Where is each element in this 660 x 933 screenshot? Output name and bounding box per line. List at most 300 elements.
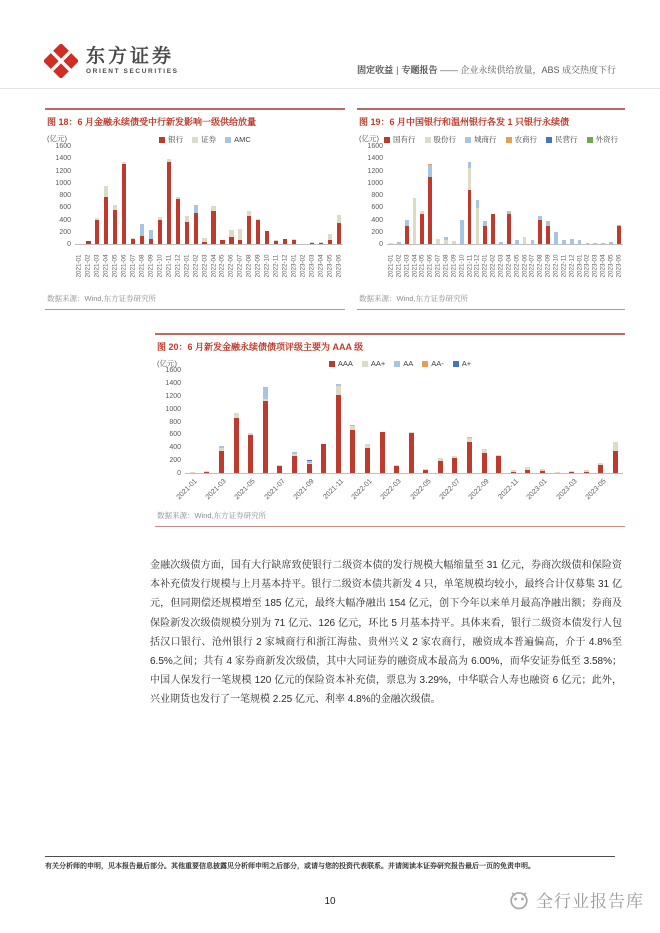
bar-segment [613,442,618,450]
bar-column [466,162,474,244]
x-tick-label: 2021-11 [321,478,345,501]
legend-item: 股份行 [425,134,457,145]
legend-swatch-icon [192,137,198,143]
brand-logo [44,44,179,78]
bar-segment [523,237,527,244]
y-tick-label: 1600 [165,367,181,374]
bar-segment [569,472,574,473]
header-separator: | [396,65,399,75]
bar-segment [167,162,171,244]
bar-segment [511,472,516,473]
x-tick-label: 2021-08 [442,254,450,278]
x-tick-label: 2023-02 [583,254,591,278]
bar-segment [194,213,198,244]
x-tick-label: 2023-05 [326,254,334,278]
legend-item: 城商行 [465,134,497,145]
y-tick-label: 1600 [55,143,71,150]
x-tick-label: 2021-09 [147,254,155,278]
y-tick-label: 800 [59,192,71,199]
bar-segment [413,198,417,244]
bar-segment [292,456,297,473]
bar-column [281,239,290,244]
bar-segment [593,243,597,244]
bar-column [433,458,448,473]
bar-column [426,164,434,244]
legend-item: 证券 [192,134,216,145]
report-category: 固定收益 [357,65,394,75]
bar-column [418,211,426,244]
bar-column [615,225,623,244]
y-axis [47,143,75,248]
bar-segment [578,240,582,244]
bar-segment [444,240,448,244]
bar-segment [423,470,428,473]
legend-swatch-icon [465,137,471,143]
x-tick-cell [147,245,156,287]
bar-column [173,197,182,244]
x-tick-label: 2021-05 [111,254,119,278]
x-tick-cell [84,245,93,287]
bar-segment [149,230,153,239]
x-tick-label: 2021-03 [403,254,411,278]
x-tick-cell [263,245,272,287]
x-tick-cell [307,245,316,287]
bar-column [521,467,536,473]
bar-column [560,240,568,244]
x-tick-cell [227,245,236,287]
x-tick-cell [576,245,584,287]
x-axis-labels [387,245,623,287]
bar-column [243,433,258,473]
bar-column [325,234,334,244]
bar-segment [140,224,144,236]
page-number: 10 [324,896,336,907]
legend-item: AA+ [362,359,385,368]
bar-segment [263,387,268,399]
bar-column [360,444,375,473]
x-tick-label: 2022-06 [521,254,529,278]
x-tick-label: 2023-04 [317,254,325,278]
x-tick-label: 2021-10 [156,254,164,278]
x-tick-cell [182,245,191,287]
x-tick-cell [466,245,474,287]
x-tick-label: 2023-06 [615,254,623,278]
bar-column [273,465,288,473]
figure-18-source: 数据来源：Wind,东方证券研究所 [45,287,345,310]
x-tick-cell [164,245,173,287]
legend-swatch-icon [159,137,165,143]
bar-column [462,437,477,473]
bar-column [185,472,200,473]
y-tick-label: 200 [59,228,71,236]
figure-20 [155,333,625,527]
x-tick-cell [411,245,419,287]
y-tick-label: 1400 [367,155,383,163]
x-tick-label: 2022-05 [218,254,226,278]
y-tick-label: 0 [379,241,383,248]
bar-column [138,224,147,244]
x-tick-cell [200,245,209,287]
bar-column [272,240,281,244]
bar-column [375,432,390,473]
x-axis-labels [175,474,623,504]
bar-segment [95,220,99,244]
bar-column [290,239,299,244]
bar-column [404,432,419,473]
y-tick-label: 400 [169,444,181,452]
footer-divider [45,856,615,857]
x-tick-cell [536,245,544,287]
x-tick-cell [93,245,102,287]
bar-column [111,205,120,244]
x-tick-cell [233,474,258,504]
figure-19-title: 图 19：6 月中国银行和温州银行各发 1 只银行永续债 [359,117,570,127]
legend-swatch-icon [384,137,390,143]
bar-column [307,242,316,244]
bar-segment [570,239,574,245]
legend-swatch-icon [453,361,459,367]
bar-segment [140,236,144,244]
bar-segment [256,220,260,244]
y-tick-label: 1400 [165,379,181,387]
bar-column [568,239,576,245]
bar-segment [220,240,224,244]
body-paragraph: 金融次级债方面，国有大行缺席致使银行二级资本债的发行规模大幅缩量至 31 亿元，券商次级债和保险资本补充债发行规模与上月基本持平。银行二级资本债共新发 4 只，单笔规模均较小，最终合计仅募集 31 亿元，但同期偿还规模增至 185 亿元，最终大幅净融出 154 亿元，创下今年以来单月最高净融出额；券商及保险新发次级债规模分别为 71 亿元、126 亿元，环比 5 月基本持平。具体来看，银行二级资本债发行人包括汉口银行、沧州银行 2 家城商行和浙江海盐、贵州兴义 2 家农商行，融资成本普遍偏高，介于 4.8%至 6.5%之间；共有 4 家券商新发次级债，其中大同证券的融资成本最高为 6.00%，而华安证券低至 3.58%；中国人保发行一笔规模 120 亿元的保险资本补充债，票息为 3.29%，中华联合人寿也融资 6 亿元；此外，兴业期货也发行了一笔规模 2.25 亿元、利率 4.8%的金融次级债。 [150,560,622,706]
bar-segment [277,466,282,473]
plot-area [185,371,623,474]
x-tick-label: 2022-03 [201,254,209,278]
figure-20-source: 数据来源：Wind,东方证券研究所 [155,504,625,527]
bar-segment [468,168,472,190]
x-tick-cell [245,245,254,287]
footer-disclaimer: 有关分析师的申明，见本报告最后部分。其他重要信息披露见分析师申明之后部分，或请与您的投资代表联系。并请阅读本证券研究报告最后一页的免责申明。 [45,863,535,870]
bar-column [521,237,529,244]
legend-swatch-icon [394,361,400,367]
bar-segment [540,471,545,473]
legend-item: AA [394,359,413,368]
y-tick-label: 1000 [165,405,181,413]
bar-segment [86,241,90,244]
x-tick-label: 2022-03 [497,254,505,278]
figure-18 [45,108,345,310]
y-tick-label: 400 [371,216,383,224]
bar-column [442,237,450,244]
x-tick-cell [544,245,552,287]
bar-segment [319,243,323,244]
x-tick-label: 2022-09 [467,478,491,502]
x-tick-cell [263,474,288,504]
bar-segment [515,240,519,244]
x-tick-label: 2022-08 [536,254,544,278]
plot-column [75,147,343,287]
x-tick-cell [209,245,218,287]
x-tick-cell [75,245,84,287]
x-tick-label: 2022-05 [513,254,521,278]
x-tick-cell [513,245,521,287]
bar-column [458,220,466,244]
x-tick-label: 2021-05 [418,254,426,278]
bar-segment [428,165,432,177]
bar-column [411,198,419,244]
x-tick-cell [555,474,579,504]
bar-column [191,205,200,244]
bar-segment [337,215,341,223]
chart-header [357,132,625,147]
x-tick-label: 2022-06 [227,254,235,278]
bar-column [576,240,584,244]
bar-segment [292,240,296,244]
legend-swatch-icon [329,361,335,367]
figure-19-chart [357,132,625,287]
bar-column [591,243,599,244]
x-tick-label: 2022-07 [236,254,244,278]
figure-20-title: 图 20：6 月新发金融永续债债项评级主要为 AAA 级 [157,342,364,352]
x-tick-cell [290,245,299,287]
bar-segment [525,470,530,473]
x-tick-label: 2022-12 [281,254,289,278]
figure-20-chart [155,357,625,504]
y-axis-unit: (亿元) [47,134,67,143]
x-tick-label: 2022-07 [438,478,462,502]
bar-segment [482,453,487,473]
x-tick-cell [298,245,307,287]
bar-column [316,242,325,244]
bar-segment [483,226,487,244]
bar-column [395,242,403,244]
legend-item: 外资行 [587,134,619,145]
bar-column [450,241,458,244]
bar-column [491,455,506,473]
bar-column [209,206,218,244]
bar-segment [158,220,162,244]
bar-segment [452,458,457,473]
x-tick-cell [173,245,182,287]
bar-segment [554,232,558,244]
x-tick-cell [521,245,529,287]
y-tick-label: 1000 [55,179,71,187]
bar-column [489,214,497,244]
y-axis-unit: (亿元) [359,134,379,143]
x-tick-cell [434,245,442,287]
bar-column [552,232,560,244]
brand-text [86,47,179,76]
y-tick-label: 600 [169,431,181,439]
bar-segment [467,442,472,473]
bar-segment [436,239,440,244]
bar-column [155,217,164,244]
x-tick-label: 2022-02 [489,254,497,278]
y-tick-label: 800 [169,418,181,426]
x-tick-label: 2023-05 [607,254,615,278]
bar-segment [336,395,341,473]
bar-column [200,471,215,473]
bar-segment [409,433,414,473]
x-tick-label: 2022-01 [183,254,191,278]
x-tick-cell [615,245,623,287]
y-tick-label: 600 [371,204,383,212]
x-tick-cell [473,245,481,287]
x-tick-cell [426,245,434,287]
legend-item: AA- [422,359,444,368]
x-tick-label: 2023-01 [290,254,298,278]
x-tick-label: 2021-02 [84,254,92,278]
header-dash: —— [439,65,458,75]
bar-segment [122,164,126,244]
chart-header [155,357,625,371]
x-tick-label: 2021-05 [233,478,258,502]
legend-swatch-icon [546,137,552,143]
x-tick-cell [418,245,426,287]
x-tick-cell [191,245,200,287]
bar-segment [555,472,560,473]
y-tick-label: 0 [67,241,71,248]
chart-legend [67,133,343,145]
bar-segment [562,240,566,244]
bar-segment [104,197,108,244]
chart-legend [379,133,623,145]
legend-item: 国有行 [384,134,416,145]
y-tick-label: 1200 [165,392,181,400]
y-axis [359,143,387,248]
x-tick-label: 2021-12 [174,254,182,278]
x-tick-label: 2023-05 [584,478,608,502]
x-tick-cell [102,245,111,287]
bar-segment [238,229,242,241]
x-tick-label: 2021-04 [102,254,110,278]
x-tick-label: 2022-08 [245,254,253,278]
legend-swatch-icon [362,361,368,367]
y-tick-label: 0 [177,470,181,477]
x-tick-cell [138,245,147,287]
chart-header [45,132,345,147]
bar-segment [229,230,233,237]
x-tick-cell [334,245,343,287]
figure-19-source: 数据来源：Wind,东方证券研究所 [357,287,625,310]
bar-column [147,230,156,244]
bar-segment [265,231,269,244]
bar-segment [202,242,206,244]
bar-segment [538,220,542,244]
legend-swatch-icon [225,137,231,143]
x-tick-label: 2021-09 [292,478,316,502]
x-tick-label: 2021-01 [387,254,395,278]
x-tick-label: 2021-07 [129,254,137,278]
x-tick-cell [111,245,120,287]
x-tick-label: 2022-09 [544,254,552,278]
x-tick-label: 2021-03 [93,254,101,278]
page-header [0,0,660,89]
bar-column [164,159,173,244]
bar-segment [104,186,108,196]
report-header-meta [357,63,616,76]
bar-column [227,230,236,244]
x-tick-label: 2022-10 [552,254,560,278]
bar-segment [499,242,503,244]
y-tick-label: 400 [59,216,71,224]
x-tick-label: 2021-01 [75,254,83,278]
bar-segment [350,430,355,473]
bar-segment [389,243,393,244]
x-tick-label: 2023-02 [299,254,307,278]
legend-swatch-icon [587,137,593,143]
bar-segment [380,432,385,473]
bar-column [331,384,346,473]
x-tick-cell [204,474,229,504]
x-tick-cell [525,474,550,504]
y-tick-label: 600 [59,204,71,212]
brand-name-cn: 东方证券 [86,45,175,67]
x-axis-labels [75,245,343,287]
x-tick-cell [467,474,492,504]
bar-column [245,211,254,244]
bar-segment [428,177,432,244]
bar-segment [397,242,401,244]
chart-legend [177,358,623,368]
bar-segment [229,237,233,244]
bar-segment [476,200,480,207]
watermark-logo-icon [506,886,532,912]
report-subject: 企业永续供给放量，ABS 成交热度下行 [460,65,616,75]
bar-column [607,242,615,244]
bar-column [579,470,594,473]
bar-segment [247,216,251,245]
bar-segment [274,241,278,244]
bar-segment [613,451,618,473]
x-tick-cell [584,474,609,504]
bar-segment [234,418,239,474]
x-tick-label: 2023-04 [599,254,607,278]
x-tick-cell [236,245,245,287]
bar-segment [609,242,613,244]
bar-column [473,200,481,244]
bar-column [477,449,492,473]
bar-column [302,460,317,473]
bar-column [120,162,129,244]
bar-segment [337,223,341,244]
x-tick-cell [607,245,615,287]
x-tick-label: 2022-01 [350,478,374,502]
x-tick-label: 2021-11 [466,254,474,278]
x-tick-label: 2022-10 [263,254,271,278]
bar-column [334,215,343,244]
x-tick-label: 2022-11 [560,254,568,278]
y-tick-label: 1600 [367,143,383,150]
bar-column [550,472,565,473]
x-tick-cell [568,245,576,287]
bar-column [346,425,361,473]
x-tick-cell [560,245,568,287]
y-axis [157,367,185,477]
x-tick-label: 2023-03 [555,478,579,502]
x-tick-cell [218,245,227,287]
x-tick-cell [350,474,375,504]
x-tick-cell [272,245,281,287]
x-tick-label: 2022-05 [409,478,433,502]
x-tick-cell [129,245,138,287]
bar-column [389,465,404,473]
bar-segment [420,214,424,244]
x-tick-label: 2023-01 [576,254,584,278]
bar-segment [617,226,621,244]
x-tick-label: 2022-02 [192,254,200,278]
x-tick-label: 2023-06 [335,254,343,278]
bar-segment [219,451,224,473]
bar-segment [546,226,550,244]
x-tick-label: 2022-03 [379,478,404,502]
y-tick-label: 1000 [367,179,383,187]
figure-19 [357,108,625,310]
x-tick-label: 2021-02 [395,254,403,278]
